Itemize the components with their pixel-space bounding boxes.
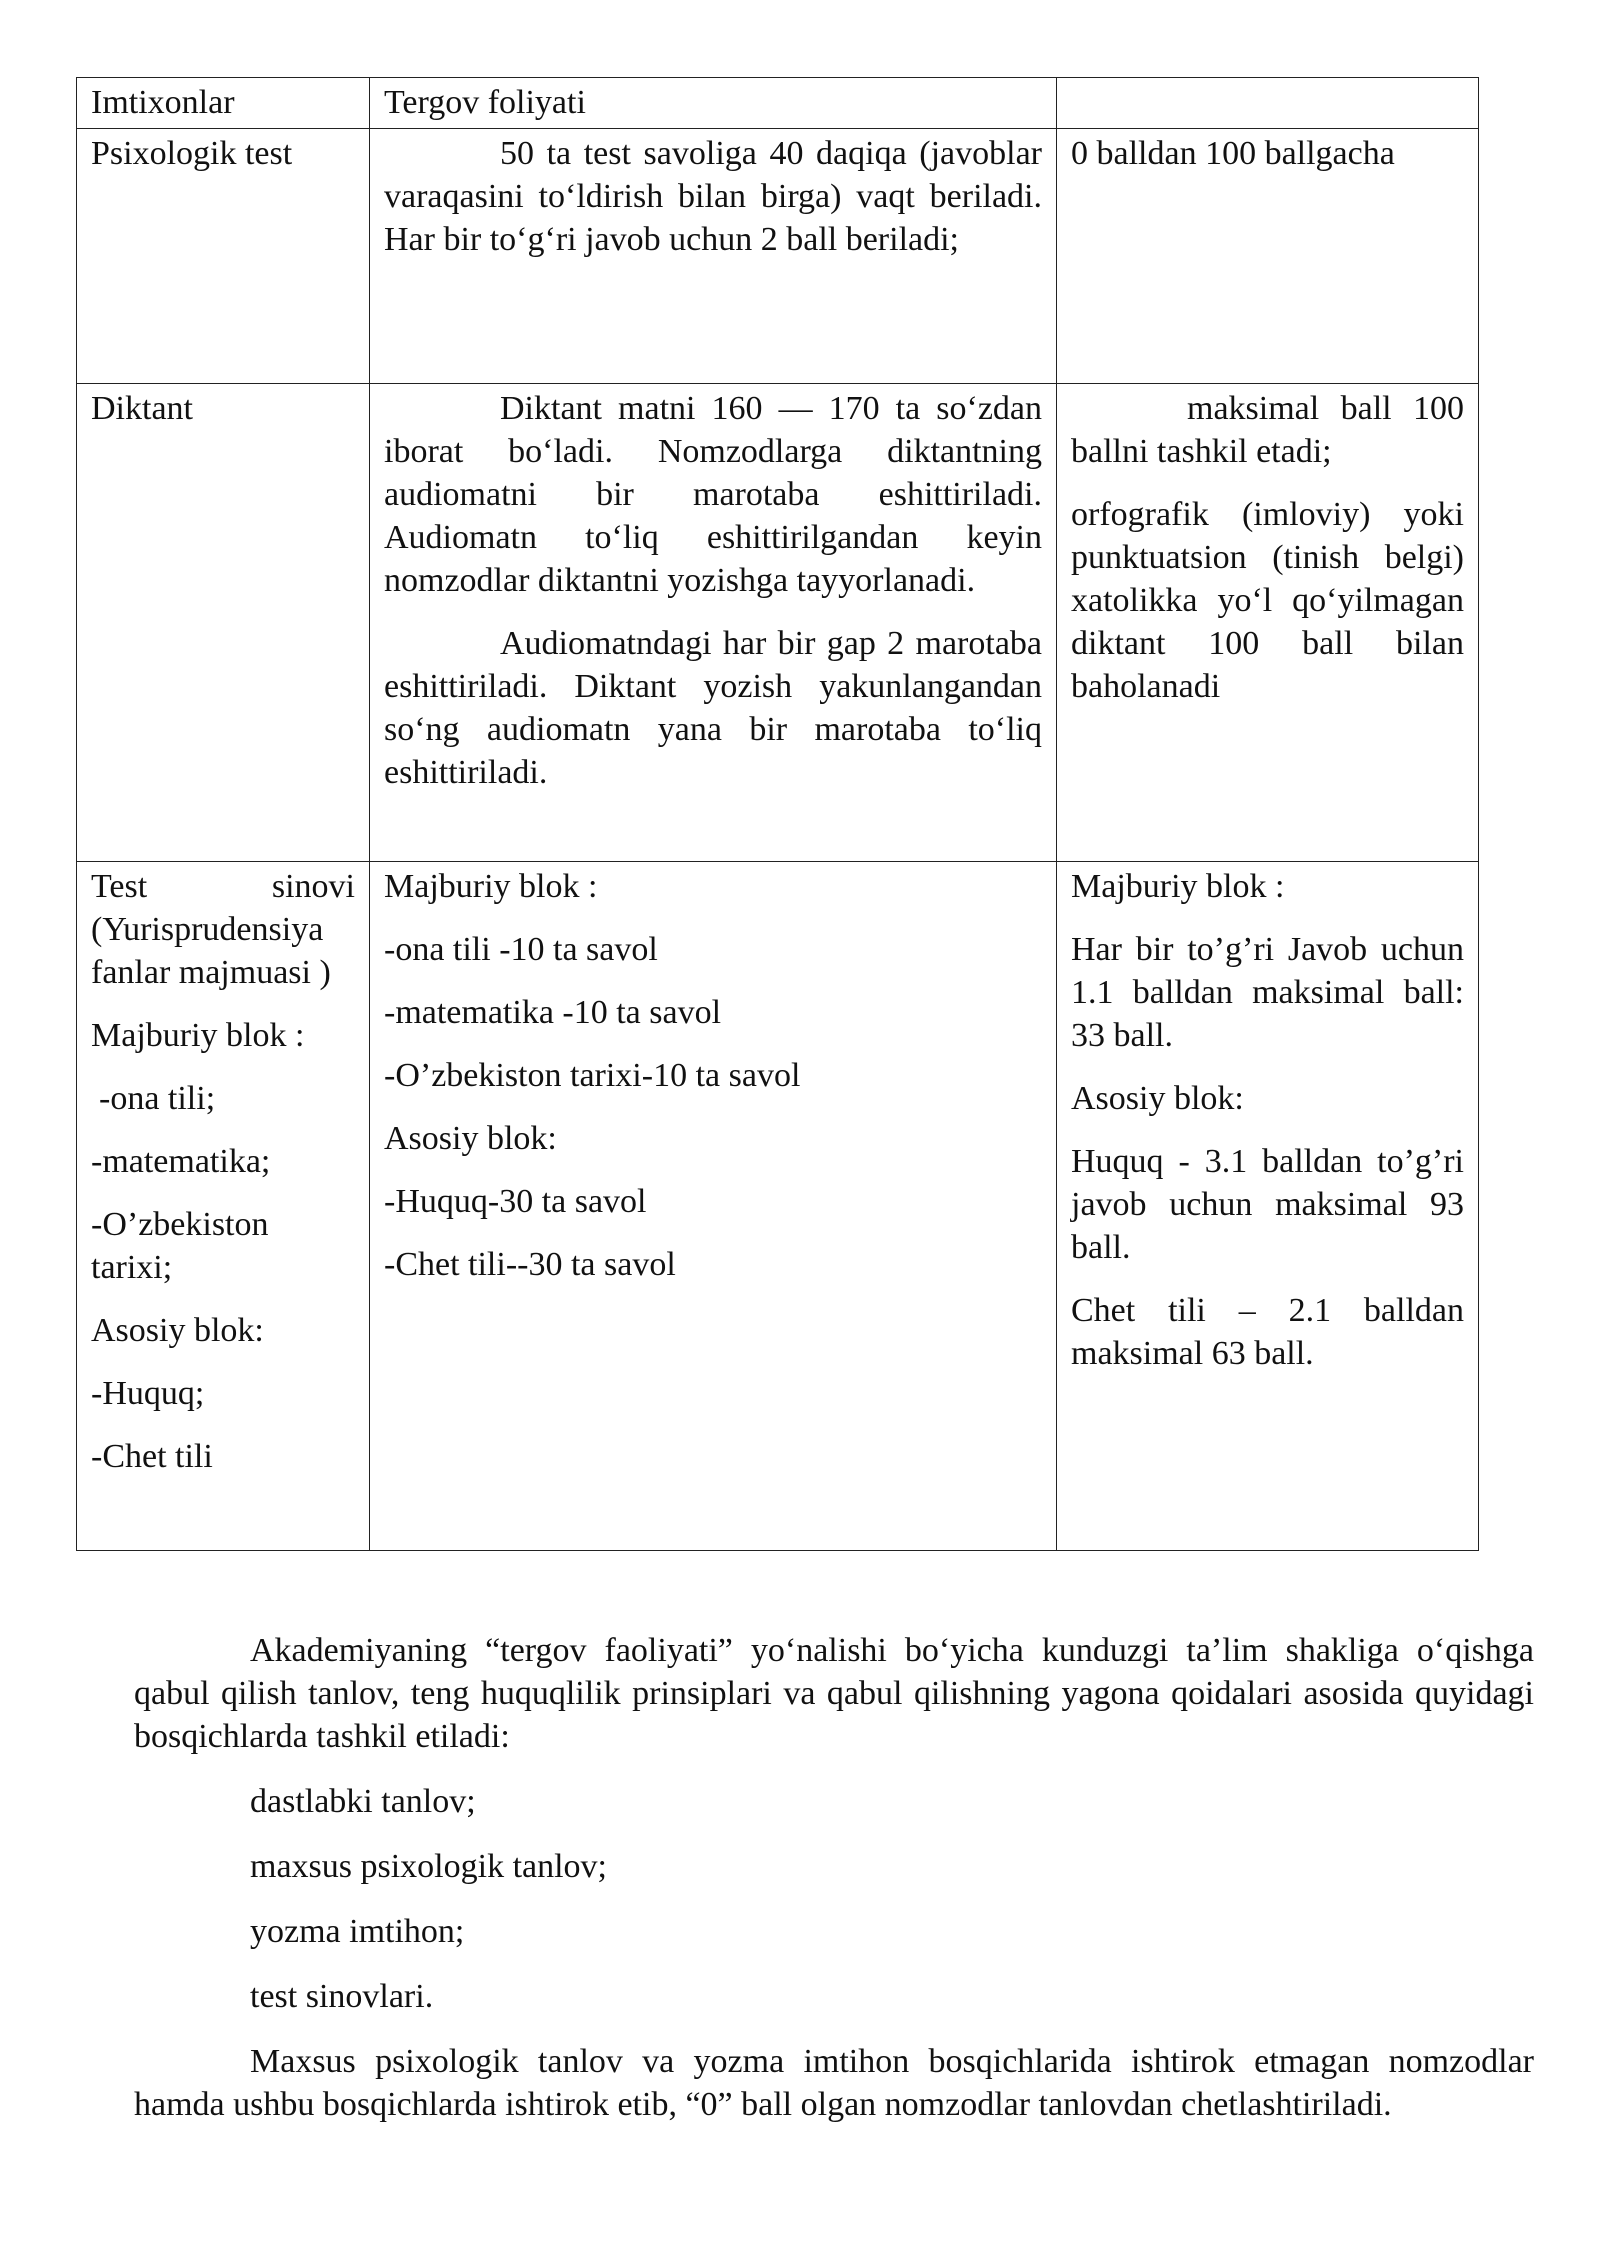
table-header-row bbox=[77, 78, 1479, 129]
header-cell-direction: Tergov foliyati bbox=[370, 78, 1057, 129]
cell-diktant-name: Diktant bbox=[77, 384, 370, 862]
header-cell-empty bbox=[1057, 78, 1479, 129]
cell-test-description bbox=[370, 862, 1057, 1551]
test-name-line: Asosiy blok: bbox=[91, 1312, 264, 1349]
cell-psixologik-description: 50 ta test savoliga 40 daqiqa (javoblar varaqasini to‘ldirish bilan birga) vaqt beriladi. Har bir to‘g‘ri javob uchun 2 ball beriladi; bbox=[370, 129, 1057, 384]
test-description-line: -Chet tili--30 ta savol bbox=[384, 1246, 676, 1283]
cell-psixologik-scoring: 0 balldan 100 ballgacha bbox=[1057, 129, 1479, 384]
test-scoring-line: Chet tili – 2.1 balldan maksimal 63 ball. bbox=[1071, 1292, 1464, 1372]
test-scoring-line: Asosiy blok: bbox=[1071, 1080, 1244, 1117]
stage-item: dastlabki tanlov; bbox=[250, 1783, 476, 1820]
cell-diktant-description bbox=[370, 384, 1057, 862]
cell-test-scoring bbox=[1057, 862, 1479, 1551]
test-scoring-line: Majburiy blok : bbox=[1071, 868, 1285, 905]
test-description-line: -ona tili -10 ta savol bbox=[384, 931, 658, 968]
table-row-psixologik bbox=[77, 129, 1479, 384]
conclusion-paragraph: Maxsus psixologik tanlov va yozma imtihon bosqichlarida ishtirok etmagan nomzodlar hamda ushbu bosqichlarda ishtirok etib, “0” ball olgan nomzodlar tanlovdan chetlashtiriladi. bbox=[134, 2043, 1534, 2123]
diktant-description-paragraph: Diktant matni 160 — 170 ta so‘zdan iborat bo‘ladi. Nomzodlarga diktantning audiomatni bir marotaba eshittiriladi. Audiomatn to‘liq eshittirilgandan keyin nomzodlar diktantni yozishga tayyorlanadi. bbox=[384, 390, 1042, 599]
cell-test-name bbox=[77, 862, 370, 1551]
test-name-line: -Huquq; bbox=[91, 1375, 205, 1412]
test-name-line: Majburiy blok : bbox=[91, 1017, 305, 1054]
test-description-line: -Huquq-30 ta savol bbox=[384, 1183, 647, 1220]
diktant-scoring-paragraph: orfografik (imloviy) yoki punktuatsion (tinish belgi) xatolikka yo‘l qo‘yilmagan diktant 100 ball bilan baholanadi bbox=[1071, 496, 1464, 705]
test-description-line: Asosiy blok: bbox=[384, 1120, 557, 1157]
diktant-scoring-paragraph: maksimal ball 100 ballni tashkil etadi; bbox=[1071, 390, 1464, 470]
intro-paragraph: Akademiyaning “tergov faoliyati” yo‘nalishi bo‘yicha kunduzgi ta’lim shakliga o‘qishga qabul qilish tanlov, teng huquqlilik prinsiplari va qabul qilishning yagona qoidalari asosida quyidagi bosqichlarda tashkil etiladi: bbox=[134, 1632, 1534, 1755]
test-name-line: -O’zbekiston tarixi; bbox=[91, 1206, 269, 1286]
test-name-line: -ona tili; bbox=[99, 1080, 216, 1117]
diktant-description-paragraph: Audiomatndagi har bir gap 2 marotaba eshittiriladi. Diktant yozish yakunlangandan so‘ng audiomatn yana bir marotaba to‘liq eshittiriladi. bbox=[384, 625, 1042, 791]
test-name-line: -Chet tili bbox=[91, 1438, 213, 1475]
test-description-line: -matematika -10 ta savol bbox=[384, 994, 722, 1031]
test-description-line: Majburiy blok : bbox=[384, 868, 598, 905]
exam-table bbox=[76, 77, 1479, 1551]
table-row-diktant bbox=[77, 384, 1479, 862]
body-text bbox=[134, 1629, 1534, 2148]
cell-psixologik-name: Psixologik test bbox=[77, 129, 370, 384]
test-scoring-line: Har bir to’g’ri Javob uchun 1.1 balldan maksimal ball: 33 ball. bbox=[1071, 931, 1464, 1054]
test-description-line: -O’zbekiston tarixi-10 ta savol bbox=[384, 1057, 801, 1094]
header-cell-exams: Imtixonlar bbox=[77, 78, 370, 129]
test-scoring-line: Huquq - 3.1 balldan to’g’ri javob uchun maksimal 93 ball. bbox=[1071, 1143, 1464, 1266]
cell-diktant-scoring bbox=[1057, 384, 1479, 862]
test-name-line: -matematika; bbox=[91, 1143, 271, 1180]
stage-item: maxsus psixologik tanlov; bbox=[250, 1848, 607, 1885]
test-name-line: Test sinovi (Yurisprudensiya fanlar majmuasi ) bbox=[91, 868, 355, 991]
table-row-test bbox=[77, 862, 1479, 1551]
stage-item: yozma imtihon; bbox=[250, 1913, 465, 1950]
stage-item: test sinovlari. bbox=[250, 1978, 434, 2015]
